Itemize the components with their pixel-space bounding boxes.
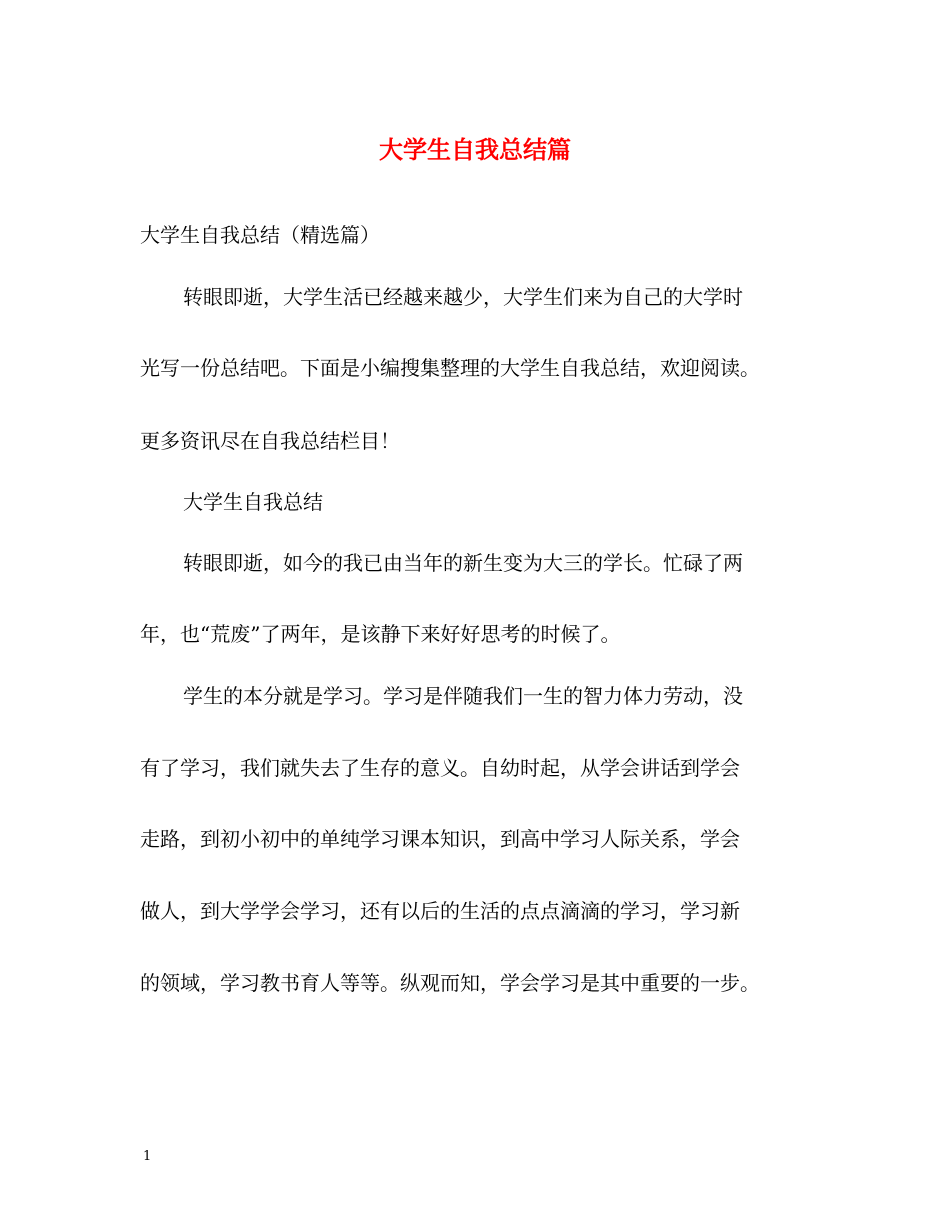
paragraph-line: 做人，到大学学会学习，还有以后的生活的点点滴滴的学习，学习新: [140, 899, 740, 923]
paragraph-line: 的领域，学习教书育人等等。纵观而知，学会学习是其中重要的一步。: [140, 971, 760, 995]
paragraph-line: 学生的本分就是学习。学习是伴随我们一生的智力体力劳动，没: [183, 684, 743, 708]
document-title: 大学生自我总结篇: [379, 135, 571, 164]
page-number: 1: [143, 1149, 152, 1164]
paragraph-line: 更多资讯尽在自我总结栏目！: [140, 429, 400, 453]
section-heading: 大学生自我总结: [183, 490, 323, 514]
paragraph-line: 转眼即逝，如今的我已由当年的新生变为大三的学长。忙碌了两: [183, 551, 743, 575]
paragraph-line: 转眼即逝，大学生活已经越来越少，大学生们来为自己的大学时: [183, 285, 743, 309]
paragraph-line: 有了学习，我们就失去了生存的意义。自幼时起，从学会讲话到学会: [140, 756, 740, 780]
paragraph-line: 年，也“荒废”了两年，是该静下来好好思考的时候了。: [140, 622, 621, 646]
paragraph-line: 光写一份总结吧。下面是小编搜集整理的大学生自我总结，欢迎阅读。: [140, 356, 760, 380]
paragraph-line: 走路，到初小初中的单纯学习课本知识，到高中学习人际关系，学会: [140, 827, 740, 851]
subtitle-line: 大学生自我总结（精选篇）: [140, 223, 380, 247]
